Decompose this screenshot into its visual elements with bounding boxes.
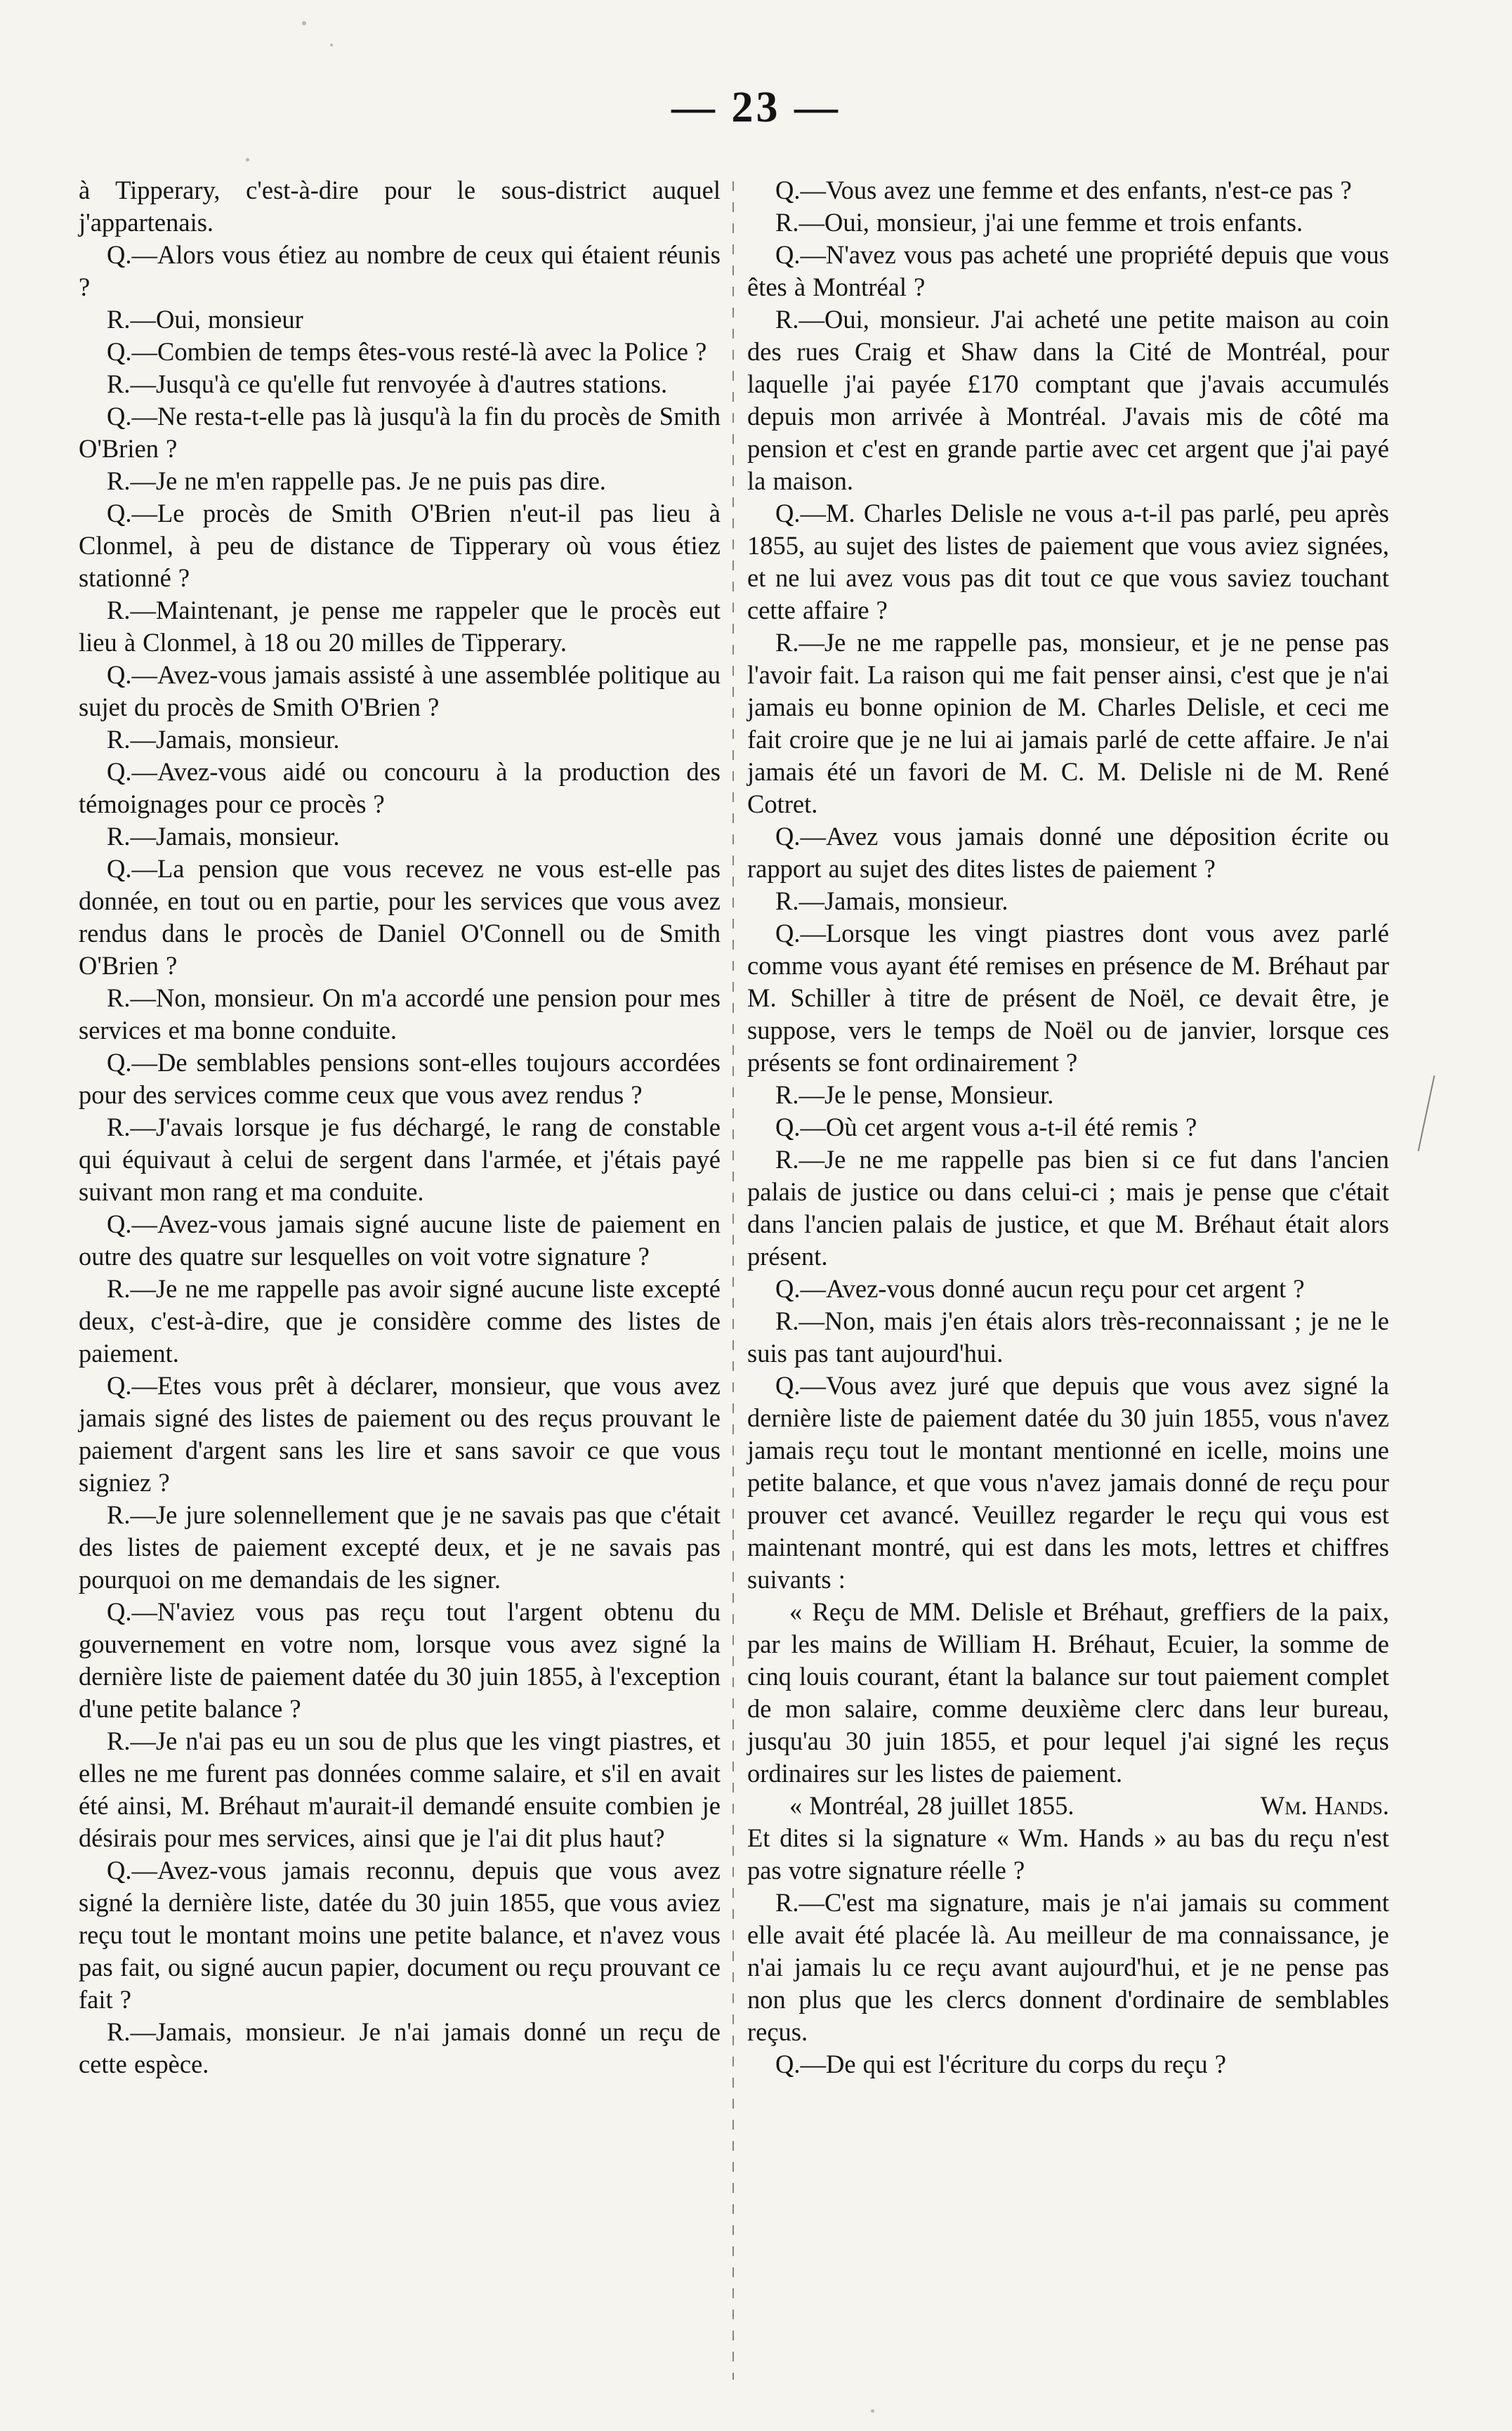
quoted-receipt: « Reçu de MM. Delisle et Bréhaut, greffiers de la paix, par les mains de William H. Bréhaut, Ecuier, la somme de cinq louis courant, étant la balance sur tout paiement complet de mon salaire, comme deuxième clerc dans leur bureau, jusqu'au 30 juin 1855, et pour lequel j'ai signé les reçus ordinaires sur les listes de paiement. [747, 1597, 1389, 1788]
paragraph: Q.—De semblables pensions sont-elles toujours accordées pour des services comme ceux que vous avez rendus ? [79, 1048, 721, 1109]
paragraph: Et dites si la signature « Wm. Hands » au bas du reçu n'est pas votre signature réelle ? [747, 1823, 1389, 1885]
paper-speck [302, 21, 306, 25]
receipt-date: « Montréal, 28 juillet 1855. [789, 1791, 1074, 1820]
paragraph: R.—J'avais lorsque je fus déchargé, le rang de constable qui équivaut à celui de sergent dans l'armée, et j'étais payé suivant mon rang et ma conduite. [79, 1113, 721, 1206]
paragraph: R.—Je jure solennellement que je ne savais pas que c'était des listes de paiement excepté deux, et je ne savais pas pourquoi on me demandais de les signer. [79, 1500, 721, 1594]
paragraph: R.—Jamais, monsieur. [107, 822, 340, 851]
receipt-signature: Wm. Hands. [1260, 1791, 1389, 1820]
paragraph: R.—Oui, monsieur, j'ai une femme et trois enfants. [775, 208, 1303, 237]
paragraph: R.—Je ne me rappelle pas avoir signé aucune liste excepté deux, c'est-à-dire, que je considère comme des listes de paiement. [79, 1274, 721, 1368]
paragraph: R.—Jamais, monsieur. Je n'ai jamais donné un reçu de cette espèce. [79, 2017, 721, 2078]
paragraph: R.—Je n'ai pas eu un sou de plus que les vingt piastres, et elles ne me furent pas données comme salaire, et s'il en avait été ainsi, M. Bréhaut m'aurait-il demandé ensuite combien je désirais pour mes services, ainsi que je l'ai dit plus haut? [79, 1726, 721, 1852]
paragraph: Q.—N'aviez vous pas reçu tout l'argent obtenu du gouvernement en votre nom, lorsque vous avez signé la dernière liste de paiement datée du 30 juin 1855, à l'exception d'une petite balance ? [79, 1597, 721, 1723]
paragraph: Q.—Avez vous jamais donné une déposition écrite ou rapport au sujet des dites listes de paiement ? [747, 822, 1389, 883]
paragraph: Q.—Avez-vous aidé ou concouru à la production des témoignages pour ce procès ? [79, 757, 721, 818]
paragraph: R.—Jamais, monsieur. [775, 886, 1008, 915]
paragraph: Q.—Où cet argent vous a-t-il été remis ? [775, 1113, 1197, 1141]
paragraph: Q.—Combien de temps êtes-vous resté-là avec la Police ? [107, 337, 707, 366]
left-column [79, 174, 721, 2081]
column-rule [732, 181, 734, 2380]
paragraph: Q.—Le procès de Smith O'Brien n'eut-il pas lieu à Clonmel, à peu de distance de Tipperary où vous étiez stationné ? [79, 499, 721, 592]
paragraph: Q.—Avez-vous jamais assisté à une assemblée politique au sujet du procès de Smith O'Brien ? [79, 660, 721, 721]
paragraph: R.—Je ne m'en rappelle pas. Je ne puis pas dire. [107, 466, 606, 495]
paragraph: R.—Jamais, monsieur. [107, 725, 340, 754]
margin-pencil-mark [1418, 1075, 1435, 1151]
paragraph: Q.—Avez-vous jamais signé aucune liste de paiement en outre des quatre sur lesquelles on voit votre signature ? [79, 1210, 721, 1271]
paragraph: R.—Je le pense, Monsieur. [775, 1080, 1054, 1109]
paragraph: Q.—Alors vous étiez au nombre de ceux qui étaient réunis ? [79, 240, 721, 301]
paragraph: R.—Jusqu'à ce qu'elle fut renvoyée à d'autres stations. [107, 369, 668, 398]
paper-speck [330, 44, 333, 46]
paragraph: Q.—Lorsque les vingt piastres dont vous avez parlé comme vous ayant été remises en présence de M. Bréhaut par M. Schiller à titre de présent de Noël, ce devait être, je suppose, vers le temps de Noël ou de janvier, lorsque ces présents se font ordinairement ? [747, 919, 1389, 1077]
paragraph: Q.—Vous avez juré que depuis que vous avez signé la dernière liste de paiement datée du 30 juin 1855, vous n'avez jamais reçu tout le montant mentionné en icelle, moins une petite balance, et que vous n'avez jamais donné de reçu pour prouver cet avancé. Veuillez regarder le reçu qui vous est maintenant montré, qui est dans les mots, lettres et chiffres suivants : [747, 1371, 1389, 1594]
paragraph: R.—Je ne me rappelle pas, monsieur, et je ne pense pas l'avoir fait. La raison qui me fait penser ainsi, c'est que je n'ai jamais eu bonne opinion de M. Charles Delisle, et ceci me fait croire que je ne lui ai jamais parlé de cette affaire. Je n'ai jamais été un favori de M. C. M. Delisle ni de M. René Cotret. [747, 628, 1389, 818]
paper-speck [246, 158, 249, 162]
paragraph: R.—Je ne me rappelle pas bien si ce fut dans l'ancien palais de justice ou dans celui-ci ; mais je pense que c'était dans l'ancien palais de justice, et que M. Bréhaut était alors présent. [747, 1145, 1389, 1271]
paragraph: Q.—M. Charles Delisle ne vous a-t-il pas parlé, peu après 1855, au sujet des listes de paiement que vous aviez signées, et ne lui avez vous pas dit tout ce que vous saviez touchant cette affaire ? [747, 499, 1389, 624]
page-number: — 23 — [671, 84, 841, 131]
paragraph: à Tipperary, c'est-à-dire pour le sous-district auquel j'appartenais. [79, 176, 721, 237]
paragraph: Q.—La pension que vous recevez ne vous est-elle pas donnée, en tout ou en partie, pour les services que vous avez rendus dans le procès de Daniel O'Connell ou de Smith O'Brien ? [79, 854, 721, 980]
paragraph: R.—Oui, monsieur. J'ai acheté une petite maison au coin des rues Craig et Shaw dans la Cité de Montréal, pour laquelle j'ai payée £170 comptant que j'avais accumulés depuis mon arrivée à Montréal. J'avais mis de côté ma pension et c'est en grande partie avec cet argent que j'ai payé la maison. [747, 305, 1389, 495]
right-column [747, 174, 1389, 2081]
paragraph: Q.—De qui est l'écriture du corps du reçu ? [775, 2050, 1226, 2078]
paragraph: Q.—Ne resta-t-elle pas là jusqu'à la fin du procès de Smith O'Brien ? [79, 402, 721, 463]
paragraph: R.—C'est ma signature, mais je n'ai jamais su comment elle avait été placée là. Au meilleur de ma connaissance, je n'ai jamais lu ce reçu avant aujourd'hui, et je ne pense pas non plus que les clercs donnent d'ordinaire de semblables reçus. [747, 1888, 1389, 2046]
paragraph: Q.—Avez-vous donné aucun reçu pour cet argent ? [775, 1274, 1305, 1303]
paragraph: Q.—Vous avez une femme et des enfants, n'est-ce pas ? [775, 176, 1352, 204]
paragraph: Q.—Avez-vous jamais reconnu, depuis que vous avez signé la dernière liste, datée du 30 juin 1855, que vous aviez reçu tout le montant moins une petite balance, et n'avez vous pas fait, ou signé aucun papier, document ou reçu prouvant ce fait ? [79, 1856, 721, 2014]
paragraph: R.—Non, monsieur. On m'a accordé une pension pour mes services et ma bonne conduite. [79, 983, 721, 1044]
paragraph: R.—Non, mais j'en étais alors très-reconnaissant ; je ne le suis pas tant aujourd'hui. [747, 1306, 1389, 1368]
paragraph: R.—Oui, monsieur [107, 305, 303, 334]
receipt-date-line [747, 1790, 1389, 1822]
paragraph: Q.—Etes vous prêt à déclarer, monsieur, que vous avez jamais signé des listes de paiement ou des reçus prouvant le paiement d'argent sans les lire et sans savoir ce que vous signiez ? [79, 1371, 721, 1497]
paper-speck [871, 2409, 874, 2413]
paragraph: R.—Maintenant, je pense me rappeler que le procès eut lieu à Clonmel, à 18 ou 20 milles de Tipperary. [79, 596, 721, 657]
paragraph: Q.—N'avez vous pas acheté une propriété depuis que vous êtes à Montréal ? [747, 240, 1389, 301]
